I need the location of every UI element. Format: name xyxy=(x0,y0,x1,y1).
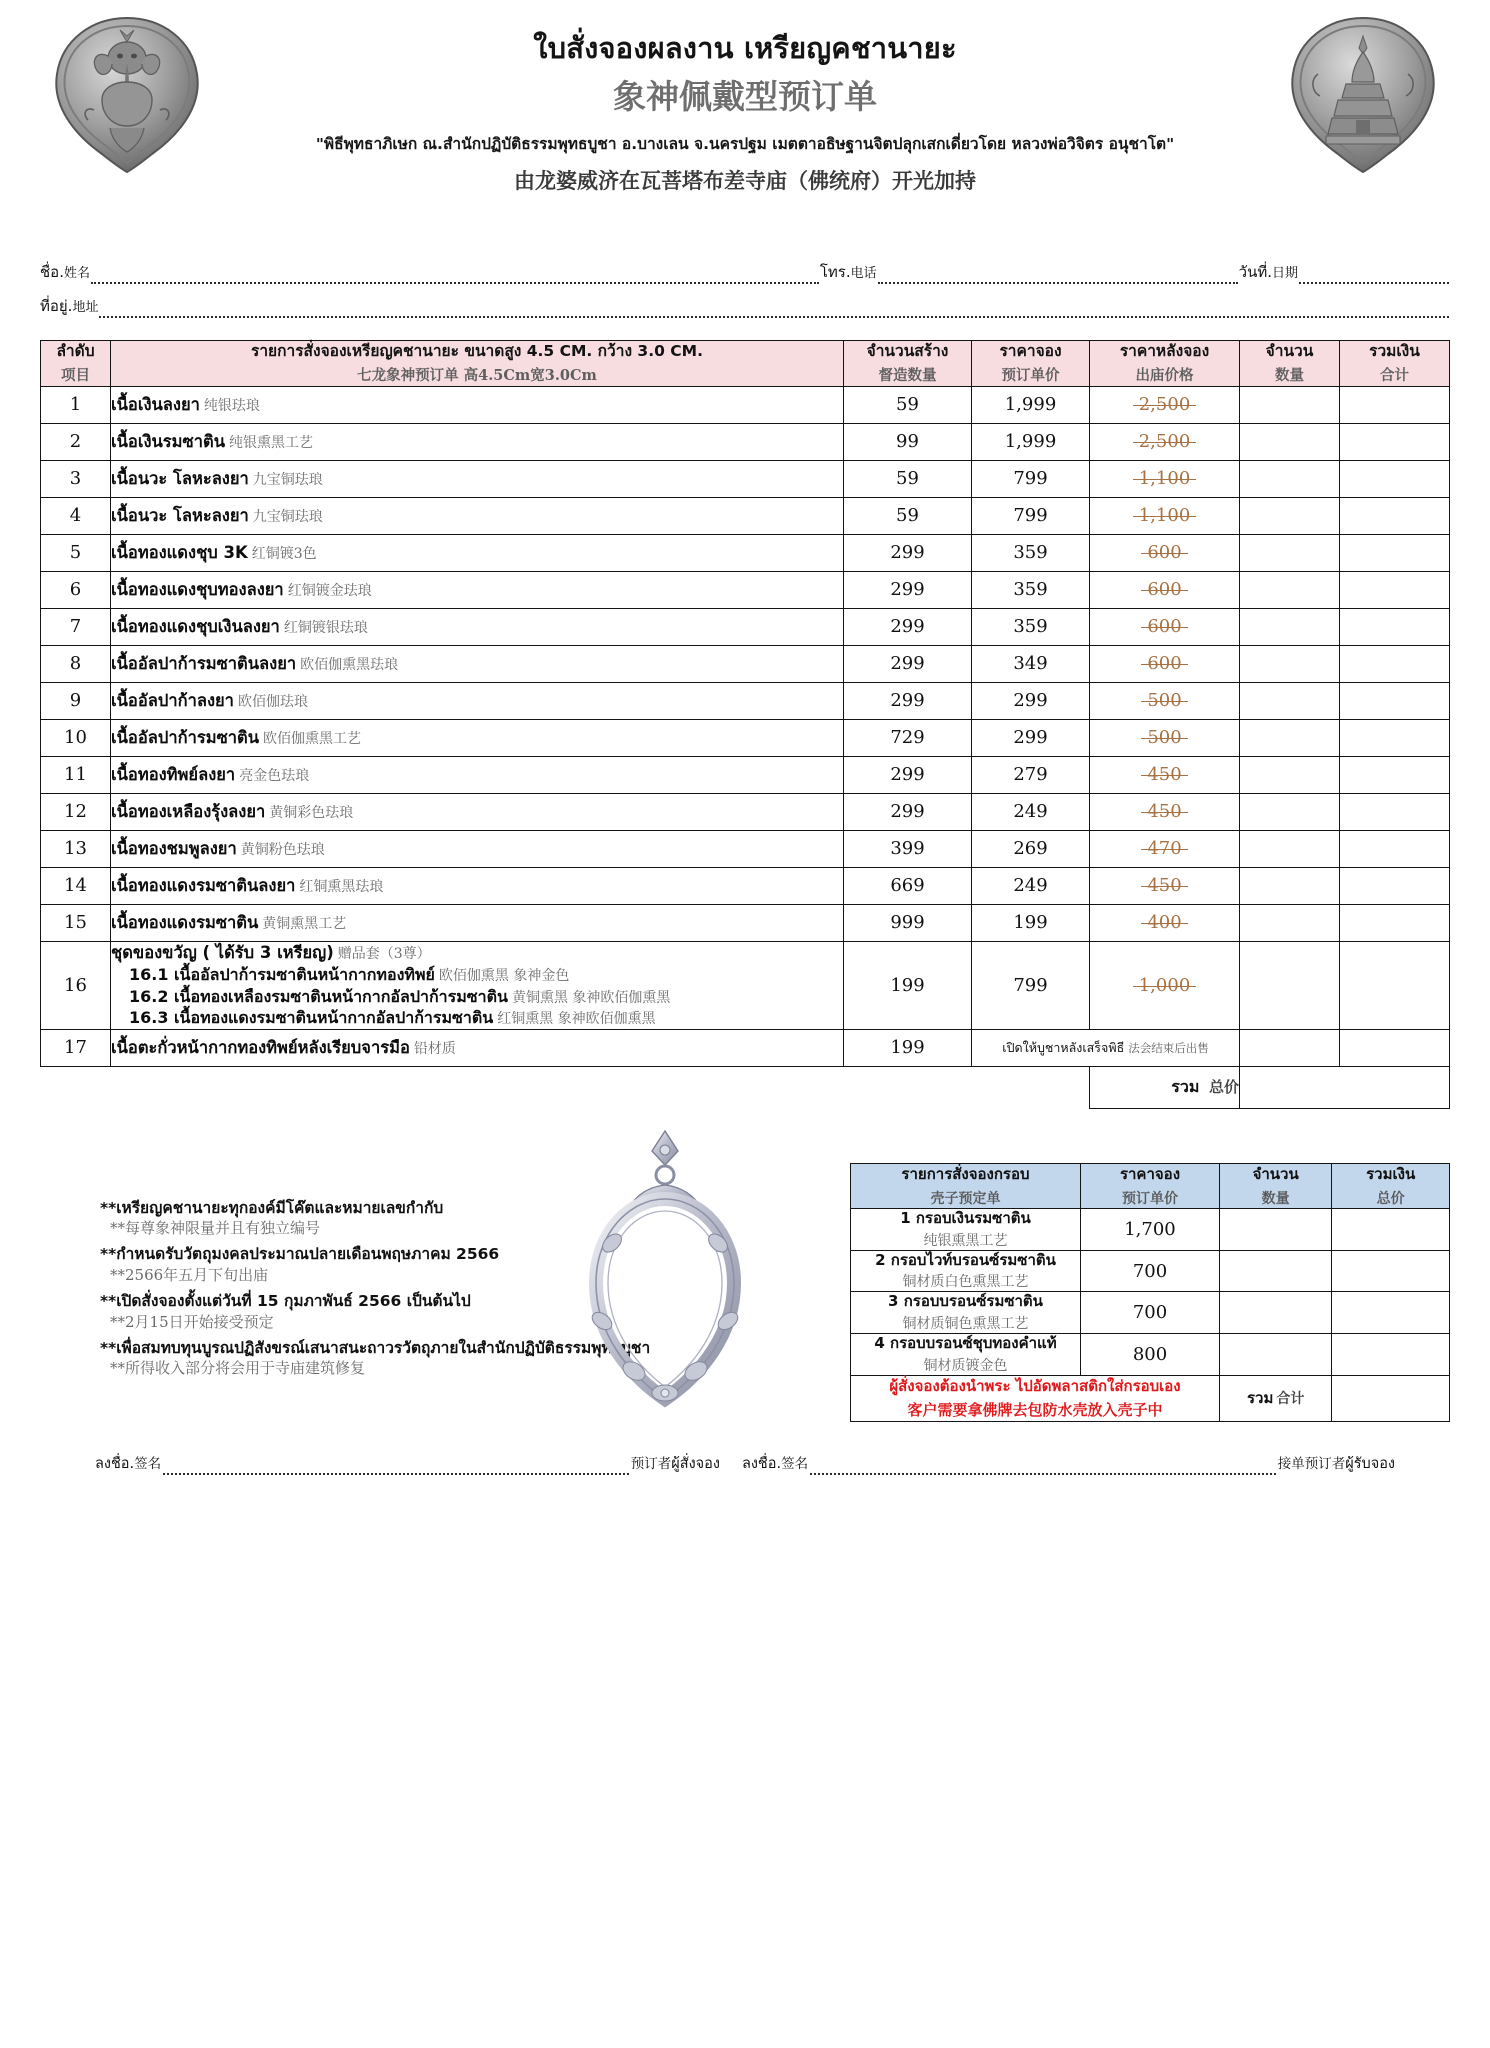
header-booking-price: ราคาจอง 预订单价 xyxy=(972,341,1090,387)
frame-row-price: 700 xyxy=(1080,1292,1219,1334)
grand-total-value[interactable] xyxy=(1240,1066,1450,1108)
note-chinese-2: **2月15日开始接受预定 xyxy=(110,1312,274,1331)
frame-row-total[interactable] xyxy=(1332,1250,1450,1292)
row-description: เนื้อตะกั่วหน้ากากทองทิพย์หลังเรียบจารมือ 铅材质 xyxy=(111,1029,844,1066)
row-booking-price: 349 xyxy=(972,645,1090,682)
row-order-qty[interactable] xyxy=(1240,830,1340,867)
row-total[interactable] xyxy=(1340,1029,1450,1066)
row-booking-price: 269 xyxy=(972,830,1090,867)
header-after-price: ราคาหลังจอง 出庙价格 xyxy=(1090,341,1240,387)
row-quantity-made: 199 xyxy=(844,941,972,1029)
row-total[interactable] xyxy=(1340,867,1450,904)
row-index: 10 xyxy=(41,719,111,756)
frame-total-value[interactable] xyxy=(1332,1375,1450,1421)
row-booking-price: 249 xyxy=(972,793,1090,830)
row-quantity-made: 299 xyxy=(844,793,972,830)
frame-row-price: 800 xyxy=(1080,1334,1219,1376)
row-after-price: 600 xyxy=(1090,571,1240,608)
amulet-frame-illustration-icon xyxy=(560,1115,770,1415)
row-total[interactable] xyxy=(1340,756,1450,793)
row-quantity-made: 299 xyxy=(844,608,972,645)
frame-row-price: 1,700 xyxy=(1080,1209,1219,1251)
row-total[interactable] xyxy=(1340,645,1450,682)
row-quantity-made: 59 xyxy=(844,386,972,423)
row-total[interactable] xyxy=(1340,423,1450,460)
grand-total-label: รวม 总价 xyxy=(1090,1066,1240,1108)
page-title: ใบสั่งจองผลงาน เหรียญคชานายะ xyxy=(533,31,957,65)
row-quantity-made: 59 xyxy=(844,460,972,497)
frame-total-label: รวม 合计 xyxy=(1220,1375,1332,1421)
row-description: เนื้อทองเหลืองรุ้งลงยา 黄铜彩色珐琅 xyxy=(111,793,844,830)
row-subitem-description: 16.1 เนื้ออัลปาก้ารมซาตินหน้ากากทองทิพย์ 欧佰伽熏黑 象神金色 xyxy=(111,964,844,986)
row-after-price: 1,100 xyxy=(1090,460,1240,497)
row-index: 17 xyxy=(41,1029,111,1066)
table-header-row xyxy=(41,341,1450,387)
row-index: 9 xyxy=(41,682,111,719)
row-quantity-made: 59 xyxy=(844,497,972,534)
row-quantity-made: 999 xyxy=(844,904,972,941)
row-order-qty[interactable] xyxy=(1240,682,1340,719)
row-quantity-made: 729 xyxy=(844,719,972,756)
frame-order-table xyxy=(850,1163,1450,1422)
row-index: 3 xyxy=(41,460,111,497)
row-subitem-description: 16.2 เนื้อทองเหลืองรมซาตินหน้ากากอัลปาก้ารมซาติน 黄铜熏黑 象神欧佰伽熏黑 xyxy=(111,986,844,1008)
date-input[interactable] xyxy=(1299,271,1449,284)
header-quantity-made: จำนวนสร้าง 督造数量 xyxy=(844,341,972,387)
row-booking-price: 249 xyxy=(972,867,1090,904)
row-order-qty[interactable] xyxy=(1240,793,1340,830)
ceremony-subtitle-thai: "พิธีพุทธาภิเษก ณ.สำนักปฏิบัติธรรมพุทธบูชา อ.บางเลน จ.นครปฐม เมตตาอธิษฐานจิตปลุกเสกเดี่ยวโดย หลวงพ่อวิจิตร อนุชาโต" xyxy=(315,134,1175,153)
row-booking-price: 359 xyxy=(972,534,1090,571)
row-index: 4 xyxy=(41,497,111,534)
spacer xyxy=(41,1066,1090,1108)
row-order-qty[interactable] xyxy=(1240,904,1340,941)
booker-label: 预订者ผู้สั่งจอง xyxy=(630,1455,720,1472)
header-order-qty: จำนวน 数量 xyxy=(1240,341,1340,387)
frame-warning-row xyxy=(851,1375,1450,1421)
row-index: 6 xyxy=(41,571,111,608)
row-after-price: 500 xyxy=(1090,682,1240,719)
note-thai-2: **เปิดสั่งจองตั้งแต่วันที่ 15 กุมภาพันธ์ 2566 เป็นต้นไป xyxy=(100,1292,471,1310)
header-description: รายการสั่งจองเหรียญคชานายะ ขนาดสูง 4.5 CM. กว้าง 3.0 CM. 七龙象神预订单 高4.5Cm宽3.0Cm xyxy=(111,341,844,387)
frame-header-row xyxy=(851,1163,1450,1208)
row-description: เนื้อเงินรมซาติน 纯银熏黑工艺 xyxy=(111,423,844,460)
row-order-qty[interactable] xyxy=(1240,497,1340,534)
row-total[interactable] xyxy=(1340,941,1450,1029)
row-booking-price: 799 xyxy=(972,941,1090,1029)
row-order-qty[interactable] xyxy=(1240,423,1340,460)
row-after-price: 600 xyxy=(1090,645,1240,682)
row-booking-price: 799 xyxy=(972,460,1090,497)
row-index: 11 xyxy=(41,756,111,793)
row-index: 15 xyxy=(41,904,111,941)
ganesha-medallion-icon xyxy=(42,14,212,174)
lower-section xyxy=(0,1115,1490,1422)
row-subitem-description: 16.3 เนื้อทองแดงรมซาตินหน้ากากอัลปาก้ารมซาติน 红铜熏黑 象神欧佰伽熏黑 xyxy=(111,1007,844,1029)
row-description: เนื้อนวะ โลหะลงยา 九宝铜珐琅 xyxy=(111,460,844,497)
page-title-chinese: 象神佩戴型预订单 xyxy=(613,76,877,116)
row-after-price: 450 xyxy=(1090,756,1240,793)
row-after-price: 1,000 xyxy=(1090,941,1240,1029)
frame-header-price: ราคาจอง 预订单价 xyxy=(1080,1163,1219,1208)
row-index: 16 xyxy=(41,941,111,1029)
note-thai-0: **เหรียญคชานายะทุกองค์มีโค๊ตและหมายเลขกำกับ xyxy=(100,1198,444,1217)
row-after-price: 470 xyxy=(1090,830,1240,867)
signature-input-receiver[interactable] xyxy=(810,1462,1276,1475)
signature-row xyxy=(0,1452,1490,1475)
signature-input-booker[interactable] xyxy=(163,1462,629,1475)
note-chinese-3: **所得收入部分将会用于寺庙建筑修复 xyxy=(110,1359,366,1378)
row-order-qty[interactable] xyxy=(1240,867,1340,904)
row-order-qty[interactable] xyxy=(1240,756,1340,793)
row-total[interactable] xyxy=(1340,719,1450,756)
row-total[interactable] xyxy=(1340,571,1450,608)
row-total[interactable] xyxy=(1340,386,1450,423)
row-order-qty[interactable] xyxy=(1240,571,1340,608)
row-index: 1 xyxy=(41,386,111,423)
row-release-note: เปิดให้บูชาหลังเสร็จพิธี 法会结束后出售 xyxy=(972,1029,1240,1066)
name-label: ชื่อ.姓名 xyxy=(40,263,90,281)
row-quantity-made: 399 xyxy=(844,830,972,867)
frame-row-price: 700 xyxy=(1080,1250,1219,1292)
ceremony-subtitle-chinese: 由龙婆威济在瓦菩塔布差寺庙（佛统府）开光加持 xyxy=(514,167,976,193)
frame-header-description: รายการสั่งจองกรอบ 壳子预定单 xyxy=(851,1163,1081,1208)
receiver-label: 接单预订者ผู้รับจอง xyxy=(1277,1455,1395,1472)
row-description: เนื้ออัลปาก้าลงยา 欧佰伽珐琅 xyxy=(111,682,844,719)
row-quantity-made: 299 xyxy=(844,682,972,719)
row-booking-price: 1,999 xyxy=(972,423,1090,460)
row-booking-price: 1,999 xyxy=(972,386,1090,423)
row-after-price: 600 xyxy=(1090,534,1240,571)
frame-row-description: 2 กรอบไวท์บรอนซ์รมซาติน 铜材质白色熏黑工艺 xyxy=(851,1250,1081,1292)
row-quantity-made: 199 xyxy=(844,1029,972,1066)
row-description: เนื้อทองแดงรมซาติน 黄铜熏黑工艺 xyxy=(111,904,844,941)
row-index: 5 xyxy=(41,534,111,571)
row-index: 13 xyxy=(41,830,111,867)
row-after-price: 450 xyxy=(1090,793,1240,830)
row-order-qty[interactable] xyxy=(1240,534,1340,571)
row-description: เนื้ออัลปาก้ารมซาติน 欧佰伽熏黑工艺 xyxy=(111,719,844,756)
customer-name-row xyxy=(0,260,1490,284)
row-booking-price: 199 xyxy=(972,904,1090,941)
main-order-table xyxy=(40,340,1450,1109)
frame-warning-text: ผู้สั่งจองต้องนำพระ ไปอัดพลาสติกใส่กรอบเอง 客户需要拿佛牌去包防水壳放入壳子中 xyxy=(851,1375,1220,1421)
row-booking-price: 359 xyxy=(972,571,1090,608)
row-order-qty[interactable] xyxy=(1240,941,1340,1029)
note-chinese-0: **每尊象神限量并且有独立编号 xyxy=(110,1219,321,1238)
row-booking-price: 359 xyxy=(972,608,1090,645)
row-after-price: 600 xyxy=(1090,608,1240,645)
date-label: วันที่.日期 xyxy=(1238,263,1298,281)
row-total[interactable] xyxy=(1340,608,1450,645)
row-after-price: 450 xyxy=(1090,867,1240,904)
row-quantity-made: 299 xyxy=(844,534,972,571)
row-order-qty[interactable] xyxy=(1240,645,1340,682)
frame-table-row xyxy=(851,1250,1450,1292)
frame-row-qty[interactable] xyxy=(1220,1334,1332,1376)
frame-row-description: 4 กรอบบรอนซ์ชุบทองคำแท้ 铜材质镀金色 xyxy=(851,1334,1081,1376)
row-quantity-made: 299 xyxy=(844,571,972,608)
frame-row-qty[interactable] xyxy=(1220,1209,1332,1251)
row-order-qty[interactable] xyxy=(1240,719,1340,756)
row-total[interactable] xyxy=(1340,682,1450,719)
page-header xyxy=(0,0,1490,250)
frame-row-description: 1 กรอบเงินรมซาติน 纯银熏黑工艺 xyxy=(851,1209,1081,1251)
note-thai-1: **กำหนดรับวัตถุมงคลประมาณปลายเดือนพฤษภาคม 2566 xyxy=(100,1245,500,1264)
frame-row-qty[interactable] xyxy=(1220,1250,1332,1292)
row-order-qty[interactable] xyxy=(1240,1029,1340,1066)
notes-block xyxy=(40,1115,651,1385)
row-order-qty[interactable] xyxy=(1240,460,1340,497)
frame-order-table-wrap xyxy=(850,1163,1450,1422)
row-description: เนื้อทองชมพูลงยา 黄铜粉色珐琅 xyxy=(111,830,844,867)
row-after-price: 400 xyxy=(1090,904,1240,941)
row-description: เนื้อทองแดงชุบเงินลงยา 红铜镀银珐琅 xyxy=(111,608,844,645)
note-thai-3: **เพื่อสมทบทุนบูรณปฏิสังขรณ์เสนาสนะถาวรวัตถุภายในสำนักปฏิบัติธรรมพุทธบูชา xyxy=(100,1338,651,1357)
row-index: 14 xyxy=(41,867,111,904)
row-order-qty[interactable] xyxy=(1240,608,1340,645)
row-quantity-made: 299 xyxy=(844,645,972,682)
row-booking-price: 799 xyxy=(972,497,1090,534)
frame-row-total[interactable] xyxy=(1332,1334,1450,1376)
row-index: 8 xyxy=(41,645,111,682)
row-description: ชุดของขวัญ ( ได้รับ 3 เหรียญ) 赠品套（3尊） xyxy=(111,941,844,964)
row-total[interactable] xyxy=(1340,793,1450,830)
row-description: เนื้อทองแดงรมซาตินลงยา 红铜熏黑珐琅 xyxy=(111,867,844,904)
row-description: เนื้อทองทิพย์ลงยา 亮金色珐琅 xyxy=(111,756,844,793)
row-description: เนื้อทองแดงชุบทองลงยา 红铜镀金珐琅 xyxy=(111,571,844,608)
row-total[interactable] xyxy=(1340,830,1450,867)
name-input[interactable] xyxy=(91,271,819,284)
signature-label-left: ลงชื่อ.签名 xyxy=(95,1455,162,1472)
phone-label: โทร.电话 xyxy=(819,263,877,281)
frame-row-qty[interactable] xyxy=(1220,1292,1332,1334)
row-index: 2 xyxy=(41,423,111,460)
row-booking-price: 299 xyxy=(972,682,1090,719)
header-index: ลำดับ 项目 xyxy=(41,341,111,387)
row-description: เนื้อเงินลงยา 纯银珐琅 xyxy=(111,386,844,423)
row-total[interactable] xyxy=(1340,460,1450,497)
row-quantity-made: 299 xyxy=(844,756,972,793)
frame-table-row xyxy=(851,1292,1450,1334)
frame-header-qty: จำนวน 数量 xyxy=(1220,1163,1332,1208)
frame-table-row xyxy=(851,1334,1450,1376)
row-index: 7 xyxy=(41,608,111,645)
signature-label-right: ลงชื่อ.签名 xyxy=(741,1455,809,1472)
row-after-price: 500 xyxy=(1090,719,1240,756)
row-order-qty[interactable] xyxy=(1240,386,1340,423)
row-total[interactable] xyxy=(1340,904,1450,941)
row-description: เนื้อทองแดงชุบ 3K 红铜镀3色 xyxy=(111,534,844,571)
phone-input[interactable] xyxy=(878,271,1238,284)
customer-address-row xyxy=(0,294,1490,318)
row-after-price: 2,500 xyxy=(1090,386,1240,423)
frame-row-total[interactable] xyxy=(1332,1292,1450,1334)
row-index: 12 xyxy=(41,793,111,830)
row-quantity-made: 99 xyxy=(844,423,972,460)
address-label: ที่อยู่.地址 xyxy=(40,297,99,315)
row-booking-price: 299 xyxy=(972,719,1090,756)
note-chinese-1: **2566年五月下旬出庙 xyxy=(110,1266,269,1284)
frame-header-total: รวมเงิน 总价 xyxy=(1332,1163,1450,1208)
temple-medallion-icon xyxy=(1278,14,1448,174)
frame-row-description: 3 กรอบบรอนซ์รมซาติน 铜材质铜色熏黑工艺 xyxy=(851,1292,1081,1334)
row-after-price: 2,500 xyxy=(1090,423,1240,460)
header-total: รวมเงิน 合计 xyxy=(1340,341,1450,387)
row-booking-price: 279 xyxy=(972,756,1090,793)
frame-row-total[interactable] xyxy=(1332,1209,1450,1251)
address-input[interactable] xyxy=(99,305,1449,318)
row-description: เนื้อนวะ โลหะลงยา 九宝铜珐琅 xyxy=(111,497,844,534)
frame-table-row xyxy=(851,1209,1450,1251)
row-description: เนื้ออัลปาก้ารมซาตินลงยา 欧佰伽熏黑珐琅 xyxy=(111,645,844,682)
main-order-table-wrap xyxy=(0,340,1490,1109)
row-total[interactable] xyxy=(1340,534,1450,571)
row-total[interactable] xyxy=(1340,497,1450,534)
row-quantity-made: 669 xyxy=(844,867,972,904)
row-after-price: 1,100 xyxy=(1090,497,1240,534)
